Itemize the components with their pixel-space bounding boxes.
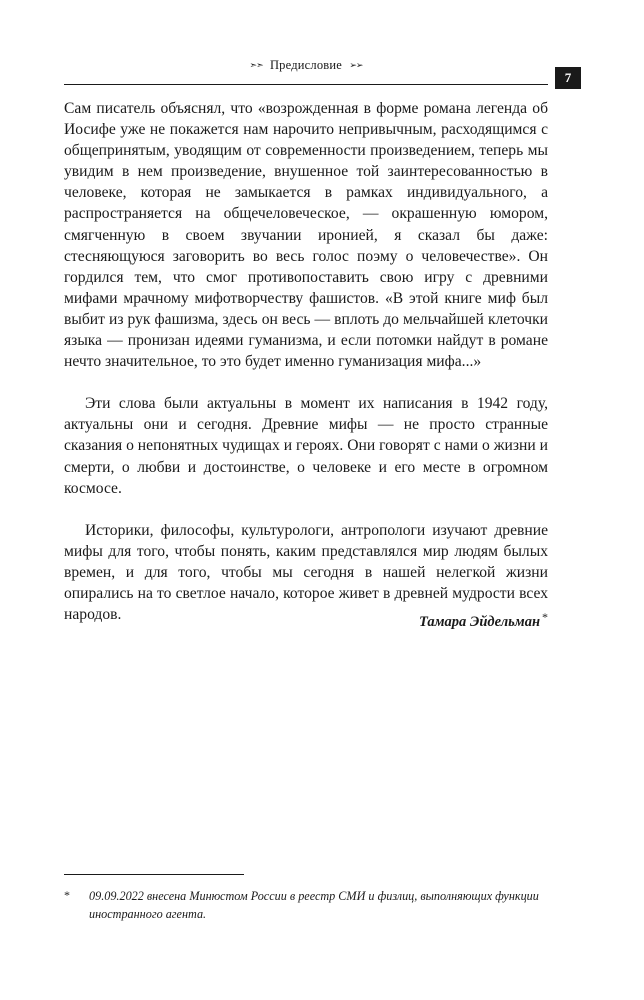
footnote-rule (64, 874, 244, 875)
ornament-right-icon: ➢➢ (349, 60, 363, 70)
paragraph-3: Историки, философы, культурологи, антропологи изучают древние мифы для того, чтобы понять, каким представлялся мир людям былых времен, и для того, чтобы мы сегодня в нашей нелегкой жизни опирались на то светлое начало, которое живет в древней мудрости всех народов. (64, 521, 548, 624)
paragraph-2: Эти слова были актуальны в момент их написания в 1942 году, актуальны они и сегодня. Древние мифы — не просто странные сказания о непонятных чудищах и героях. Они говорят с нами о жизни и смерти, о любви и достоинстве, о человеке и его месте в огромном космосе. (64, 395, 548, 497)
page-number: 7 (555, 67, 581, 89)
running-header-title: Предисловие (269, 58, 343, 72)
header-rule (64, 84, 548, 85)
paragraph-1: Сам писатель объяснял, что «возрожденная в форме романа легенда об Иосифе уже не покажется нам нарочито непривычным, расходящимся с общепринятым, уводящим от современности произведением, теперь мы увидим в нем произведение, внушенное той заинтересованностью в человеке, которая не замыкается в рамках индивидуального, а распространяется на общечеловеческое, — окрашенную юмором, смягченную в своем звучании иронией, я сказал бы даже: стесняющуюся заговорить во весь голос поэму о человечестве». Он гордился тем, что смог противопоставить свою игру с древними мифами мрачному мифотворчеству фашистов. «В этой книге миф был выбит из рук фашизма, здесь он весь — вплоть до мельчайшей клеточки языка — пронизан идеями гуманизма, и если потомки найдут в романе нечто значительное, то это будет именно гуманизация мифа...» (64, 100, 548, 371)
footnote-text: 09.09.2022 внесена Минюстом России в реестр СМИ и физлиц, выполняющих функции иностранного агента. (89, 889, 539, 921)
author-footnote-mark: * (542, 610, 548, 624)
body-text (64, 98, 548, 646)
footnote (64, 887, 548, 923)
author-signature (64, 610, 548, 631)
footnote-mark: * (64, 888, 70, 902)
running-header (64, 58, 548, 84)
author-name: Тамара Эйдельман (419, 614, 540, 630)
ornament-left-icon: ➣➣ (249, 60, 263, 70)
